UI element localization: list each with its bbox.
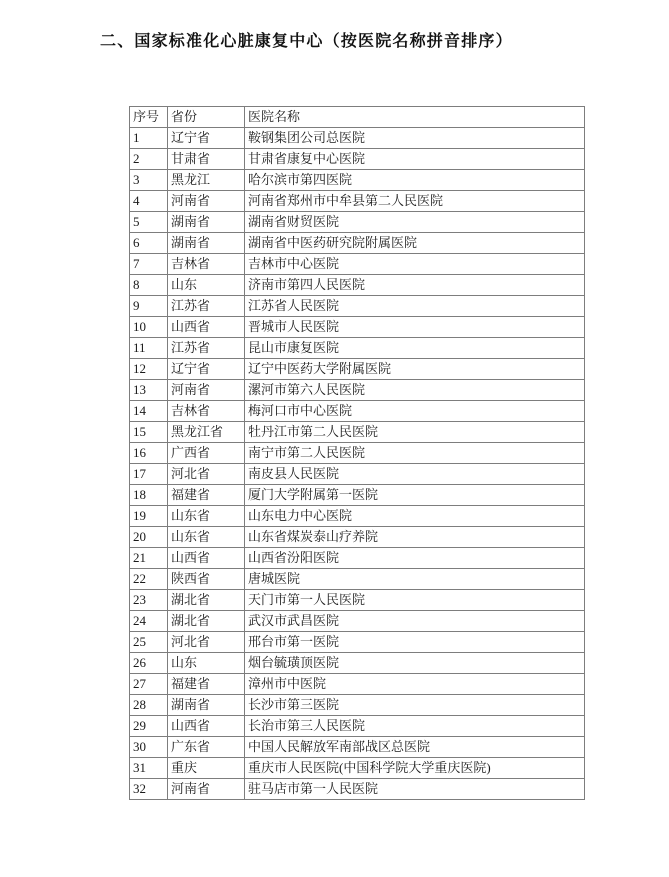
table-cell: 11 xyxy=(130,338,168,359)
table-cell: 山东电力中心医院 xyxy=(245,506,585,527)
table-cell: 6 xyxy=(130,233,168,254)
table-cell: 辽宁省 xyxy=(168,128,245,149)
table-row xyxy=(130,527,585,548)
table-cell: 18 xyxy=(130,485,168,506)
table-cell: 江苏省 xyxy=(168,338,245,359)
table-row xyxy=(130,317,585,338)
table-cell: 黑龙江省 xyxy=(168,422,245,443)
table-cell: 重庆 xyxy=(168,758,245,779)
table-cell: 中国人民解放军南部战区总医院 xyxy=(245,737,585,758)
table-row xyxy=(130,233,585,254)
table-cell: 河北省 xyxy=(168,632,245,653)
table-cell: 梅河口市中心医院 xyxy=(245,401,585,422)
table-cell: 驻马店市第一人民医院 xyxy=(245,779,585,800)
table-cell: 吉林市中心医院 xyxy=(245,254,585,275)
table-cell: 甘肃省康复中心医院 xyxy=(245,149,585,170)
table-cell: 河南省郑州市中牟县第二人民医院 xyxy=(245,191,585,212)
table-cell: 河南省 xyxy=(168,779,245,800)
table-cell: 广东省 xyxy=(168,737,245,758)
table-cell: 鞍钢集团公司总医院 xyxy=(245,128,585,149)
table-row xyxy=(130,401,585,422)
table-cell: 9 xyxy=(130,296,168,317)
table-cell: 烟台毓璜顶医院 xyxy=(245,653,585,674)
table-cell: 山东省煤炭泰山疗养院 xyxy=(245,527,585,548)
table-cell: 山西省汾阳医院 xyxy=(245,548,585,569)
table-cell: 30 xyxy=(130,737,168,758)
table-cell: 26 xyxy=(130,653,168,674)
table-cell: 12 xyxy=(130,359,168,380)
table-cell: 16 xyxy=(130,443,168,464)
table-cell: 湖北省 xyxy=(168,590,245,611)
table-row xyxy=(130,758,585,779)
table-cell: 广西省 xyxy=(168,443,245,464)
table-row xyxy=(130,443,585,464)
table-cell: 福建省 xyxy=(168,485,245,506)
table-cell: 牡丹江市第二人民医院 xyxy=(245,422,585,443)
table-row xyxy=(130,464,585,485)
table-cell: 辽宁中医药大学附属医院 xyxy=(245,359,585,380)
table-row xyxy=(130,128,585,149)
table-cell: 长沙市第三医院 xyxy=(245,695,585,716)
table-cell: 14 xyxy=(130,401,168,422)
table-cell: 10 xyxy=(130,317,168,338)
table-row xyxy=(130,737,585,758)
table-cell: 哈尔滨市第四医院 xyxy=(245,170,585,191)
table-cell: 山西省 xyxy=(168,317,245,338)
hospital-table xyxy=(129,106,585,800)
table-row xyxy=(130,275,585,296)
table-cell: 湖南省财贸医院 xyxy=(245,212,585,233)
table-cell: 武汉市武昌医院 xyxy=(245,611,585,632)
table-row xyxy=(130,254,585,275)
table-cell: 陕西省 xyxy=(168,569,245,590)
table-cell: 8 xyxy=(130,275,168,296)
table-cell: 湖南省中医药研究院附属医院 xyxy=(245,233,585,254)
table-cell: 南皮县人民医院 xyxy=(245,464,585,485)
table-header-row xyxy=(130,107,585,128)
table-cell: 甘肃省 xyxy=(168,149,245,170)
table-cell: 吉林省 xyxy=(168,401,245,422)
table-cell: 晋城市人民医院 xyxy=(245,317,585,338)
table-row xyxy=(130,653,585,674)
table-cell: 山西省 xyxy=(168,548,245,569)
table-row xyxy=(130,506,585,527)
table-row xyxy=(130,779,585,800)
table-row xyxy=(130,674,585,695)
table-row xyxy=(130,380,585,401)
table-row xyxy=(130,548,585,569)
table-cell: 3 xyxy=(130,170,168,191)
table-cell: 天门市第一人民医院 xyxy=(245,590,585,611)
table-cell: 13 xyxy=(130,380,168,401)
table-cell: 湖南省 xyxy=(168,233,245,254)
table-cell: 25 xyxy=(130,632,168,653)
table-row xyxy=(130,296,585,317)
table-cell: 唐城医院 xyxy=(245,569,585,590)
table-cell: 厦门大学附属第一医院 xyxy=(245,485,585,506)
table-cell: 福建省 xyxy=(168,674,245,695)
table-row xyxy=(130,632,585,653)
table-cell: 32 xyxy=(130,779,168,800)
table-cell: 20 xyxy=(130,527,168,548)
header-cell-province: 省份 xyxy=(168,107,245,128)
table-cell: 17 xyxy=(130,464,168,485)
table-cell: 山西省 xyxy=(168,716,245,737)
header-cell-index: 序号 xyxy=(130,107,168,128)
table-header xyxy=(130,107,585,128)
table-cell: 5 xyxy=(130,212,168,233)
table-cell: 河南省 xyxy=(168,191,245,212)
table-cell: 黑龙江 xyxy=(168,170,245,191)
table-cell: 24 xyxy=(130,611,168,632)
table-cell: 27 xyxy=(130,674,168,695)
table-body xyxy=(130,128,585,800)
table-cell: 山东省 xyxy=(168,506,245,527)
table-cell: 山东 xyxy=(168,275,245,296)
table-cell: 29 xyxy=(130,716,168,737)
table-row xyxy=(130,359,585,380)
table-cell: 21 xyxy=(130,548,168,569)
table-cell: 江苏省 xyxy=(168,296,245,317)
table-cell: 湖南省 xyxy=(168,212,245,233)
table-row xyxy=(130,485,585,506)
header-cell-hospital-name: 医院名称 xyxy=(245,107,585,128)
table-cell: 山东 xyxy=(168,653,245,674)
table-cell: 江苏省人民医院 xyxy=(245,296,585,317)
table-row xyxy=(130,170,585,191)
table-cell: 15 xyxy=(130,422,168,443)
table-row xyxy=(130,590,585,611)
table-cell: 河北省 xyxy=(168,464,245,485)
table-row xyxy=(130,422,585,443)
table-cell: 22 xyxy=(130,569,168,590)
table-row xyxy=(130,695,585,716)
table-cell: 邢台市第一医院 xyxy=(245,632,585,653)
table-cell: 山东省 xyxy=(168,527,245,548)
table-row xyxy=(130,149,585,170)
table-cell: 2 xyxy=(130,149,168,170)
table-cell: 吉林省 xyxy=(168,254,245,275)
table-cell: 昆山市康复医院 xyxy=(245,338,585,359)
table-row xyxy=(130,716,585,737)
table-cell: 7 xyxy=(130,254,168,275)
table-cell: 河南省 xyxy=(168,380,245,401)
table-cell: 1 xyxy=(130,128,168,149)
table-cell: 长治市第三人民医院 xyxy=(245,716,585,737)
table-row xyxy=(130,611,585,632)
table-cell: 湖北省 xyxy=(168,611,245,632)
table-cell: 31 xyxy=(130,758,168,779)
table-cell: 辽宁省 xyxy=(168,359,245,380)
table-cell: 漯河市第六人民医院 xyxy=(245,380,585,401)
table-cell: 19 xyxy=(130,506,168,527)
table-cell: 湖南省 xyxy=(168,695,245,716)
table-cell: 23 xyxy=(130,590,168,611)
table-row xyxy=(130,569,585,590)
table-cell: 漳州市中医院 xyxy=(245,674,585,695)
page-title: 二、国家标准化心脏康复中心（按医院名称拼音排序） xyxy=(100,33,513,50)
table-row xyxy=(130,338,585,359)
table-cell: 济南市第四人民医院 xyxy=(245,275,585,296)
table-cell: 28 xyxy=(130,695,168,716)
table-row xyxy=(130,191,585,212)
table-cell: 南宁市第二人民医院 xyxy=(245,443,585,464)
table-cell: 重庆市人民医院(中国科学院大学重庆医院) xyxy=(245,758,585,779)
table-row xyxy=(130,212,585,233)
table-cell: 4 xyxy=(130,191,168,212)
